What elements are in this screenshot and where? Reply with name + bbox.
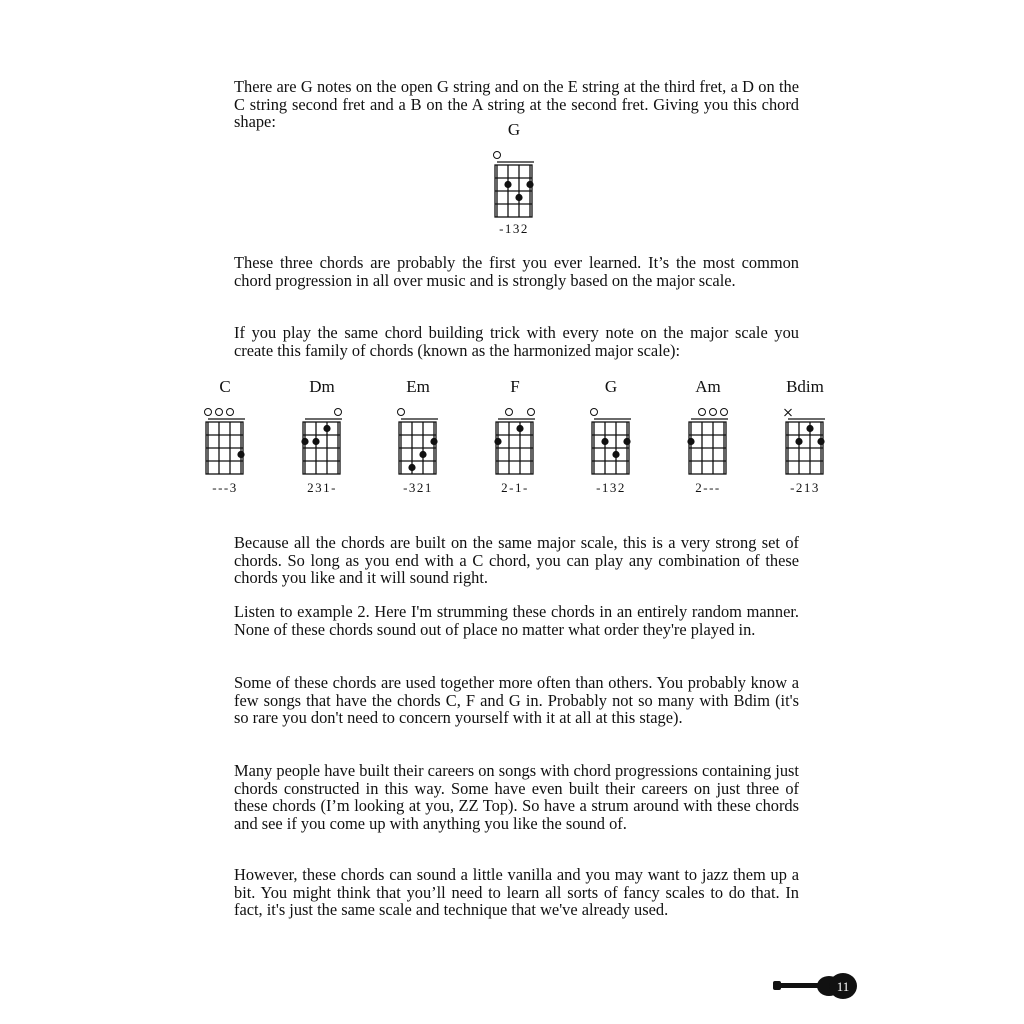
chord-grid: [678, 377, 738, 487]
finger-dot: [494, 438, 501, 445]
open-string-marker: [591, 409, 598, 416]
paragraph-three-chords: These three chords are probably the first you ever learned. It’s the most common chord progression in all over music and is strongly based on the major scale.: [234, 253, 799, 290]
chord-fingering: 2-1-: [501, 480, 529, 495]
chord-name: C: [219, 377, 231, 396]
chord-name: Am: [695, 377, 721, 396]
chord-fingering: -321: [403, 480, 433, 495]
finger-dot: [806, 425, 813, 432]
open-string-marker: [528, 409, 535, 416]
chord-name: G: [507, 120, 521, 139]
chord-name: Em: [406, 377, 430, 396]
chord-name: G: [604, 377, 618, 396]
open-string-marker: [398, 409, 405, 416]
finger-dot: [687, 438, 694, 445]
paragraph-used-together: Some of these chords are used together more often than others. You probably know a few songs that have the chords C, F and G in. Probably not so many with Bdim (it's so rare you don't need to concern yourself with it at all at this stage).: [234, 673, 799, 728]
chord-grid: [292, 377, 352, 487]
paragraph-g-notes: There are G notes on the open G string and on the E string at the third fret, a D on the C string second fret and a B on the A string at the second fret. Giving you this chord shape:: [234, 77, 799, 132]
finger-dot: [817, 438, 824, 445]
page-number: 11: [836, 979, 850, 994]
chord-fingering: 2---: [695, 480, 721, 495]
finger-dot: [504, 181, 511, 188]
ukulele-icon: [773, 970, 863, 1002]
chord-grid: [195, 377, 255, 487]
open-string-marker: [335, 409, 342, 416]
page-number-badge: [773, 970, 863, 1002]
finger-dot: [623, 438, 630, 445]
open-string-marker: [721, 409, 728, 416]
chord-grid: [388, 377, 448, 487]
paragraph-vanilla: However, these chords can sound a little vanilla and you may want to jazz them up a bit. You might think that you’ll need to learn all sorts of fancy scales to do that. In fact, it's just the same scale and technique that we've already used.: [234, 865, 799, 920]
chord-fingering: -132: [499, 221, 529, 236]
finger-dot: [408, 464, 415, 471]
chord-fingering: -213: [790, 480, 820, 495]
chord-grid: [581, 377, 641, 487]
finger-dot: [612, 451, 619, 458]
finger-dot: [430, 438, 437, 445]
finger-dot: [419, 451, 426, 458]
open-string-marker: [506, 409, 513, 416]
open-string-marker: [227, 409, 234, 416]
chord-name: F: [510, 377, 520, 396]
finger-dot: [237, 451, 244, 458]
chord-fingering: -132: [596, 480, 626, 495]
finger-dot: [526, 181, 533, 188]
finger-dot: [323, 425, 330, 432]
muted-string-marker: [785, 409, 792, 416]
open-string-marker: [216, 409, 223, 416]
finger-dot: [312, 438, 319, 445]
finger-dot: [795, 438, 802, 445]
open-string-marker: [205, 409, 212, 416]
paragraph-example-2: Listen to example 2. Here I'm strumming these chords in an entirely random manner. None of these chords sound out of place no matter what order they're played in.: [234, 602, 799, 639]
chord-grid: [485, 377, 545, 487]
chord-name: Bdim: [786, 377, 824, 396]
finger-dot: [516, 425, 523, 432]
paragraph-harmonized-scale: If you play the same chord building trick with every note on the major scale you create this family of chords (known as the harmonized major scale):: [234, 323, 799, 360]
paragraph-strong-set: Because all the chords are built on the same major scale, this is a very strong set of chords. So long as you end with a C chord, you can play any combination of these chords you like and it will sound right.: [234, 533, 799, 588]
chord-grid: [484, 120, 544, 230]
finger-dot: [601, 438, 608, 445]
open-string-marker: [494, 152, 501, 159]
chord-name: Dm: [309, 377, 335, 396]
chord-fingering: ---3: [212, 480, 238, 495]
chord-grid: [775, 377, 835, 487]
open-string-marker: [699, 409, 706, 416]
finger-dot: [301, 438, 308, 445]
open-string-marker: [710, 409, 717, 416]
chord-fingering: 231-: [307, 480, 337, 495]
finger-dot: [515, 194, 522, 201]
paragraph-careers: Many people have built their careers on songs with chord progressions containing just chords constructed in this way. Some have even built their careers on just three of these chords (I’m looking at you, ZZ Top). So have a strum around with these chords and see if you come up with anything you like the sound of.: [234, 761, 799, 833]
